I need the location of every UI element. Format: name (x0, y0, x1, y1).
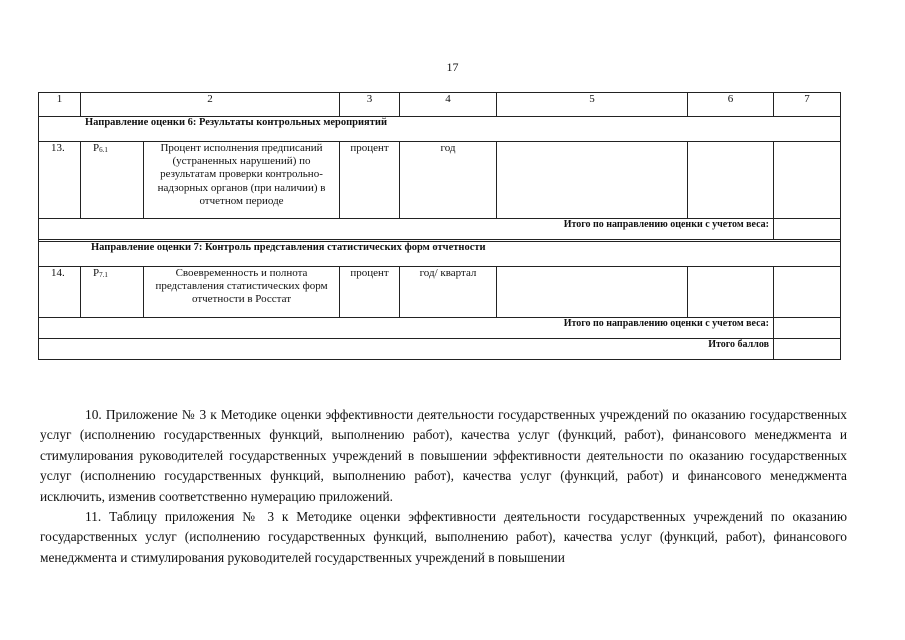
total-points-value (774, 339, 841, 360)
header-cell: 3 (340, 93, 400, 117)
section-row-6 (39, 117, 841, 142)
document-body (40, 405, 847, 568)
indicator-code (81, 267, 144, 318)
indicator-description: Процент исполнения предписаний (устраненных нарушений) по результатам проверки контрольно-надзорных органов (при наличии) в отчетном периоде (144, 142, 340, 219)
indicator-unit: процент (340, 142, 400, 219)
indicator-code-main: Р (93, 267, 100, 279)
table-row (39, 142, 841, 219)
evaluation-table (38, 92, 841, 360)
indicator-description: Своевременность и полнота представления статистических форм отчетности в Росстат (144, 267, 340, 318)
indicator-unit: процент (340, 267, 400, 318)
header-cell: 2 (81, 93, 340, 117)
empty-cell (774, 267, 841, 318)
empty-cell (688, 267, 774, 318)
row-number: 13. (39, 142, 81, 219)
header-cell: 6 (688, 93, 774, 117)
header-cell: 4 (400, 93, 497, 117)
total-weight-label: Итого по направлению оценки с учетом веса: (39, 219, 774, 240)
empty-cell (497, 142, 688, 219)
total-points-row (39, 339, 841, 360)
header-cell: 5 (497, 93, 688, 117)
paragraph-11: 11. Таблицу приложения № 3 к Методике оценки эффективности деятельности государственных учреждений по оказанию государственных услуг (исполнению государственных функций, выполнению работ), качества услуг (функций, работ), финансового менеджмента и стимулирования руководителей государственных учреждений в повышении (40, 509, 847, 565)
header-row (39, 93, 841, 117)
header-cell: 7 (774, 93, 841, 117)
total-weight-value (774, 219, 841, 240)
empty-cell (497, 267, 688, 318)
total-weight-label: Итого по направлению оценки с учетом веса: (39, 318, 774, 339)
row-number: 14. (39, 267, 81, 318)
indicator-code (81, 142, 144, 219)
paragraph-10: 10. Приложение № 3 к Методике оценки эффективности деятельности государственных учреждений по оказанию государственных услуг (исполнению государственных функций, выполнению работ), качества услуг (функций, работ), финансового менеджмента и стимулирования руководителей государственных учреждений в повышении эффективности деятельности по оказанию государственных услуг (исполнению государственных функций, выполнению работ), качества услуг (функций, работ) и финансового менеджмента исключить, изменив соответственно нумерацию приложений. (40, 407, 847, 504)
indicator-period: год/ квартал (400, 267, 497, 318)
total-weight-value (774, 318, 841, 339)
indicator-period: год (400, 142, 497, 219)
header-cell: 1 (39, 93, 81, 117)
total-weight-row-6 (39, 219, 841, 240)
section-title-7: Направление оценки 7: Контроль представления статистических форм отчетности (39, 242, 841, 267)
table-row (39, 267, 841, 318)
section-row-7 (39, 242, 841, 267)
indicator-code-sub: 7.1 (99, 271, 108, 279)
indicator-code-main: Р (93, 142, 100, 154)
total-weight-row-7 (39, 318, 841, 339)
total-points-label: Итого баллов (39, 339, 774, 360)
indicator-code-sub: 6.1 (99, 146, 108, 154)
page-number: 17 (446, 60, 459, 74)
section-title-6: Направление оценки 6: Результаты контрольных мероприятий (39, 117, 841, 142)
empty-cell (774, 142, 841, 219)
empty-cell (688, 142, 774, 219)
